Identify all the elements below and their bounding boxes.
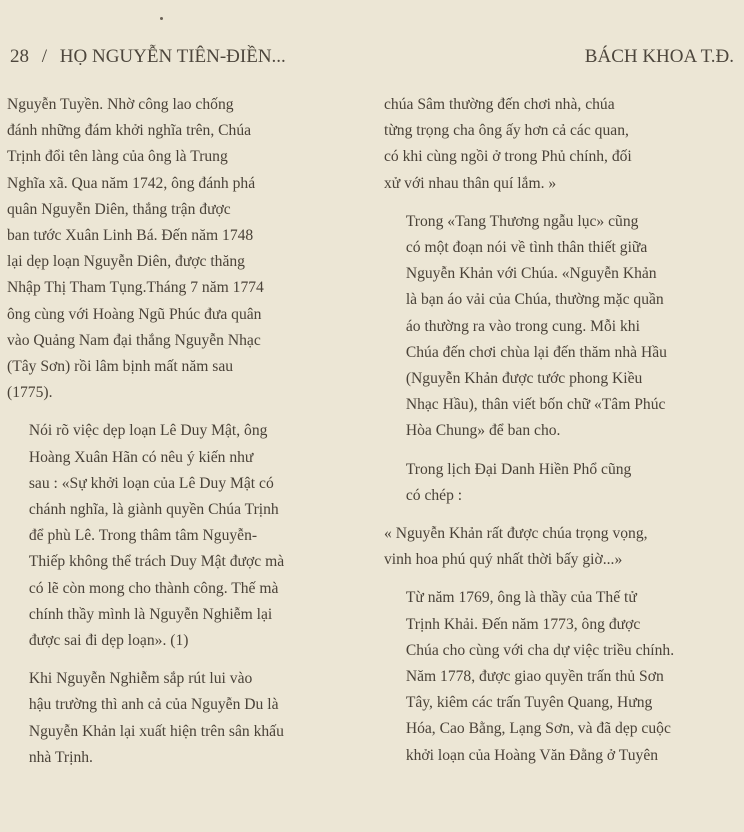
text-line: Hóa, Cao Bằng, Lạng Sơn, và đã dẹp cuộc [405,720,671,738]
running-title: HỌ NGUYỄN TIÊN-ĐIỀN... [59,46,286,67]
text-line: hậu trường thì anh cả của Nguyễn Du là [28,696,279,714]
text-line: Thiếp không thể trách Duy Mật được mà [28,553,285,571]
left-column [7,92,359,771]
paragraph [7,666,359,771]
text-line: Trong «Tang Thương ngẫu lục» cũng [405,212,639,230]
text-line: Hoàng Xuân Hãn có nêu ý kiến như [28,448,254,466]
paragraph [7,418,359,654]
text-line: vào Quảng Nam đại thắng Nguyễn Nhạc [7,331,261,349]
paragraph [384,92,736,197]
text-line: Năm 1778, được giao quyền trấn thủ Sơn [405,668,664,686]
text-line: Nguyễn Tuyền. Nhờ công lao chống [7,96,234,113]
text-line: có chép : [405,486,463,504]
text-line: Trịnh Khải. Đến năm 1773, ông được [405,615,641,633]
text-line: Nhập Thị Tham Tụng.Tháng 7 năm 1774 [7,279,264,297]
header-separator: / [41,46,48,67]
text-line: có lẽ còn mong cho thành công. Thế mà [28,579,279,597]
publication-name: BÁCH KHOA T.Đ. [584,46,734,67]
running-header [10,46,734,74]
text-line: (Nguyễn Khản được tước phong Kiều [405,370,643,388]
text-line: « Nguyễn Khản rất được chúa trọng vọng, [384,525,648,543]
text-line: Khi Nguyễn Nghiễm sắp rút lui vào [28,670,253,688]
text-line: được sai đi dẹp loạn». (1) [28,632,189,650]
text-line: Nghĩa xã. Qua năm 1742, ông đánh phá [7,174,256,192]
text-line: để phù Lê. Trong thâm tâm Nguyễn- [28,527,258,545]
text-line: Trịnh đổi tên làng của ông là Trung [7,148,228,166]
text-line: xử với nhau thân quí lắm. » [384,174,557,192]
text-line: sau : «Sự khởi loạn của Lê Duy Mật có [28,474,274,492]
text-line: có một đoạn nói về tình thân thiết giữa [405,239,648,257]
text-line: lại dẹp loạn Nguyễn Diên, được thăng [7,253,245,271]
text-line: là bạn áo vải của Chúa, thường mặc quần [405,291,664,309]
text-line: ban tước Xuân Linh Bá. Đến năm 1748 [7,227,254,245]
header-left [10,46,286,68]
text-line: Nguyễn Khản lại xuất hiện trên sân khấu [28,722,284,740]
paragraph [384,209,736,445]
text-line: chánh nghĩa, là giành quyền Chúa Trịnh [28,501,279,519]
text-line: khởi loạn của Hoàng Văn Đằng ở Tuyên [405,746,659,764]
text-line: chính thầy mình là Nguyễn Nghiễm lại [28,605,273,623]
page-number: 28 [10,46,29,67]
right-column [384,92,736,769]
text-line: nhà Trịnh. [28,748,93,766]
paragraph [384,457,736,509]
text-line: (1775). [7,384,53,402]
text-line: áo thường ra vào trong cung. Mỗi khi [405,317,640,335]
text-line: có khi cùng ngồi ở trong Phủ chính, đối [384,148,632,166]
text-line: Nói rõ việc dẹp loạn Lê Duy Mật, ông [28,422,268,440]
text-line: ông cùng với Hoàng Ngũ Phúc đưa quân [7,305,262,323]
text-line: Tây, kiêm các trấn Tuyên Quang, Hưng [405,694,653,712]
paragraph [7,92,359,406]
text-line: Từ năm 1769, ông là thầy của Thế tử [405,589,637,607]
text-line: Trong lịch Đại Danh Hiền Phổ cũng [405,460,632,478]
paragraph [384,585,736,768]
text-line: Nguyễn Khản với Chúa. «Nguyễn Khản [405,265,657,283]
paragraph [384,521,736,573]
text-line: từng trọng cha ông ấy hơn cả các quan, [384,122,629,140]
text-line: (Tây Sơn) rồi lâm bịnh mất năm sau [7,358,234,376]
text-line: Hòa Chung» để ban cho. [405,422,561,440]
text-line: Nhạc Hầu), thân viết bốn chữ «Tâm Phúc [405,396,666,414]
text-line: Chúa cho cùng với cha dự việc triều chính. [405,641,675,659]
text-line: vinh hoa phú quý nhất thời bấy giờ...» [384,551,623,569]
ink-speck [160,17,163,20]
text-line: quân Nguyễn Diên, thắng trận được [7,200,231,218]
text-line: đánh những đám khởi nghĩa trên, Chúa [7,122,252,140]
text-line: Chúa đến chơi chùa lại đến thăm nhà Hầu [405,343,667,361]
text-line: chúa Sâm thường đến chơi nhà, chúa [384,96,615,113]
